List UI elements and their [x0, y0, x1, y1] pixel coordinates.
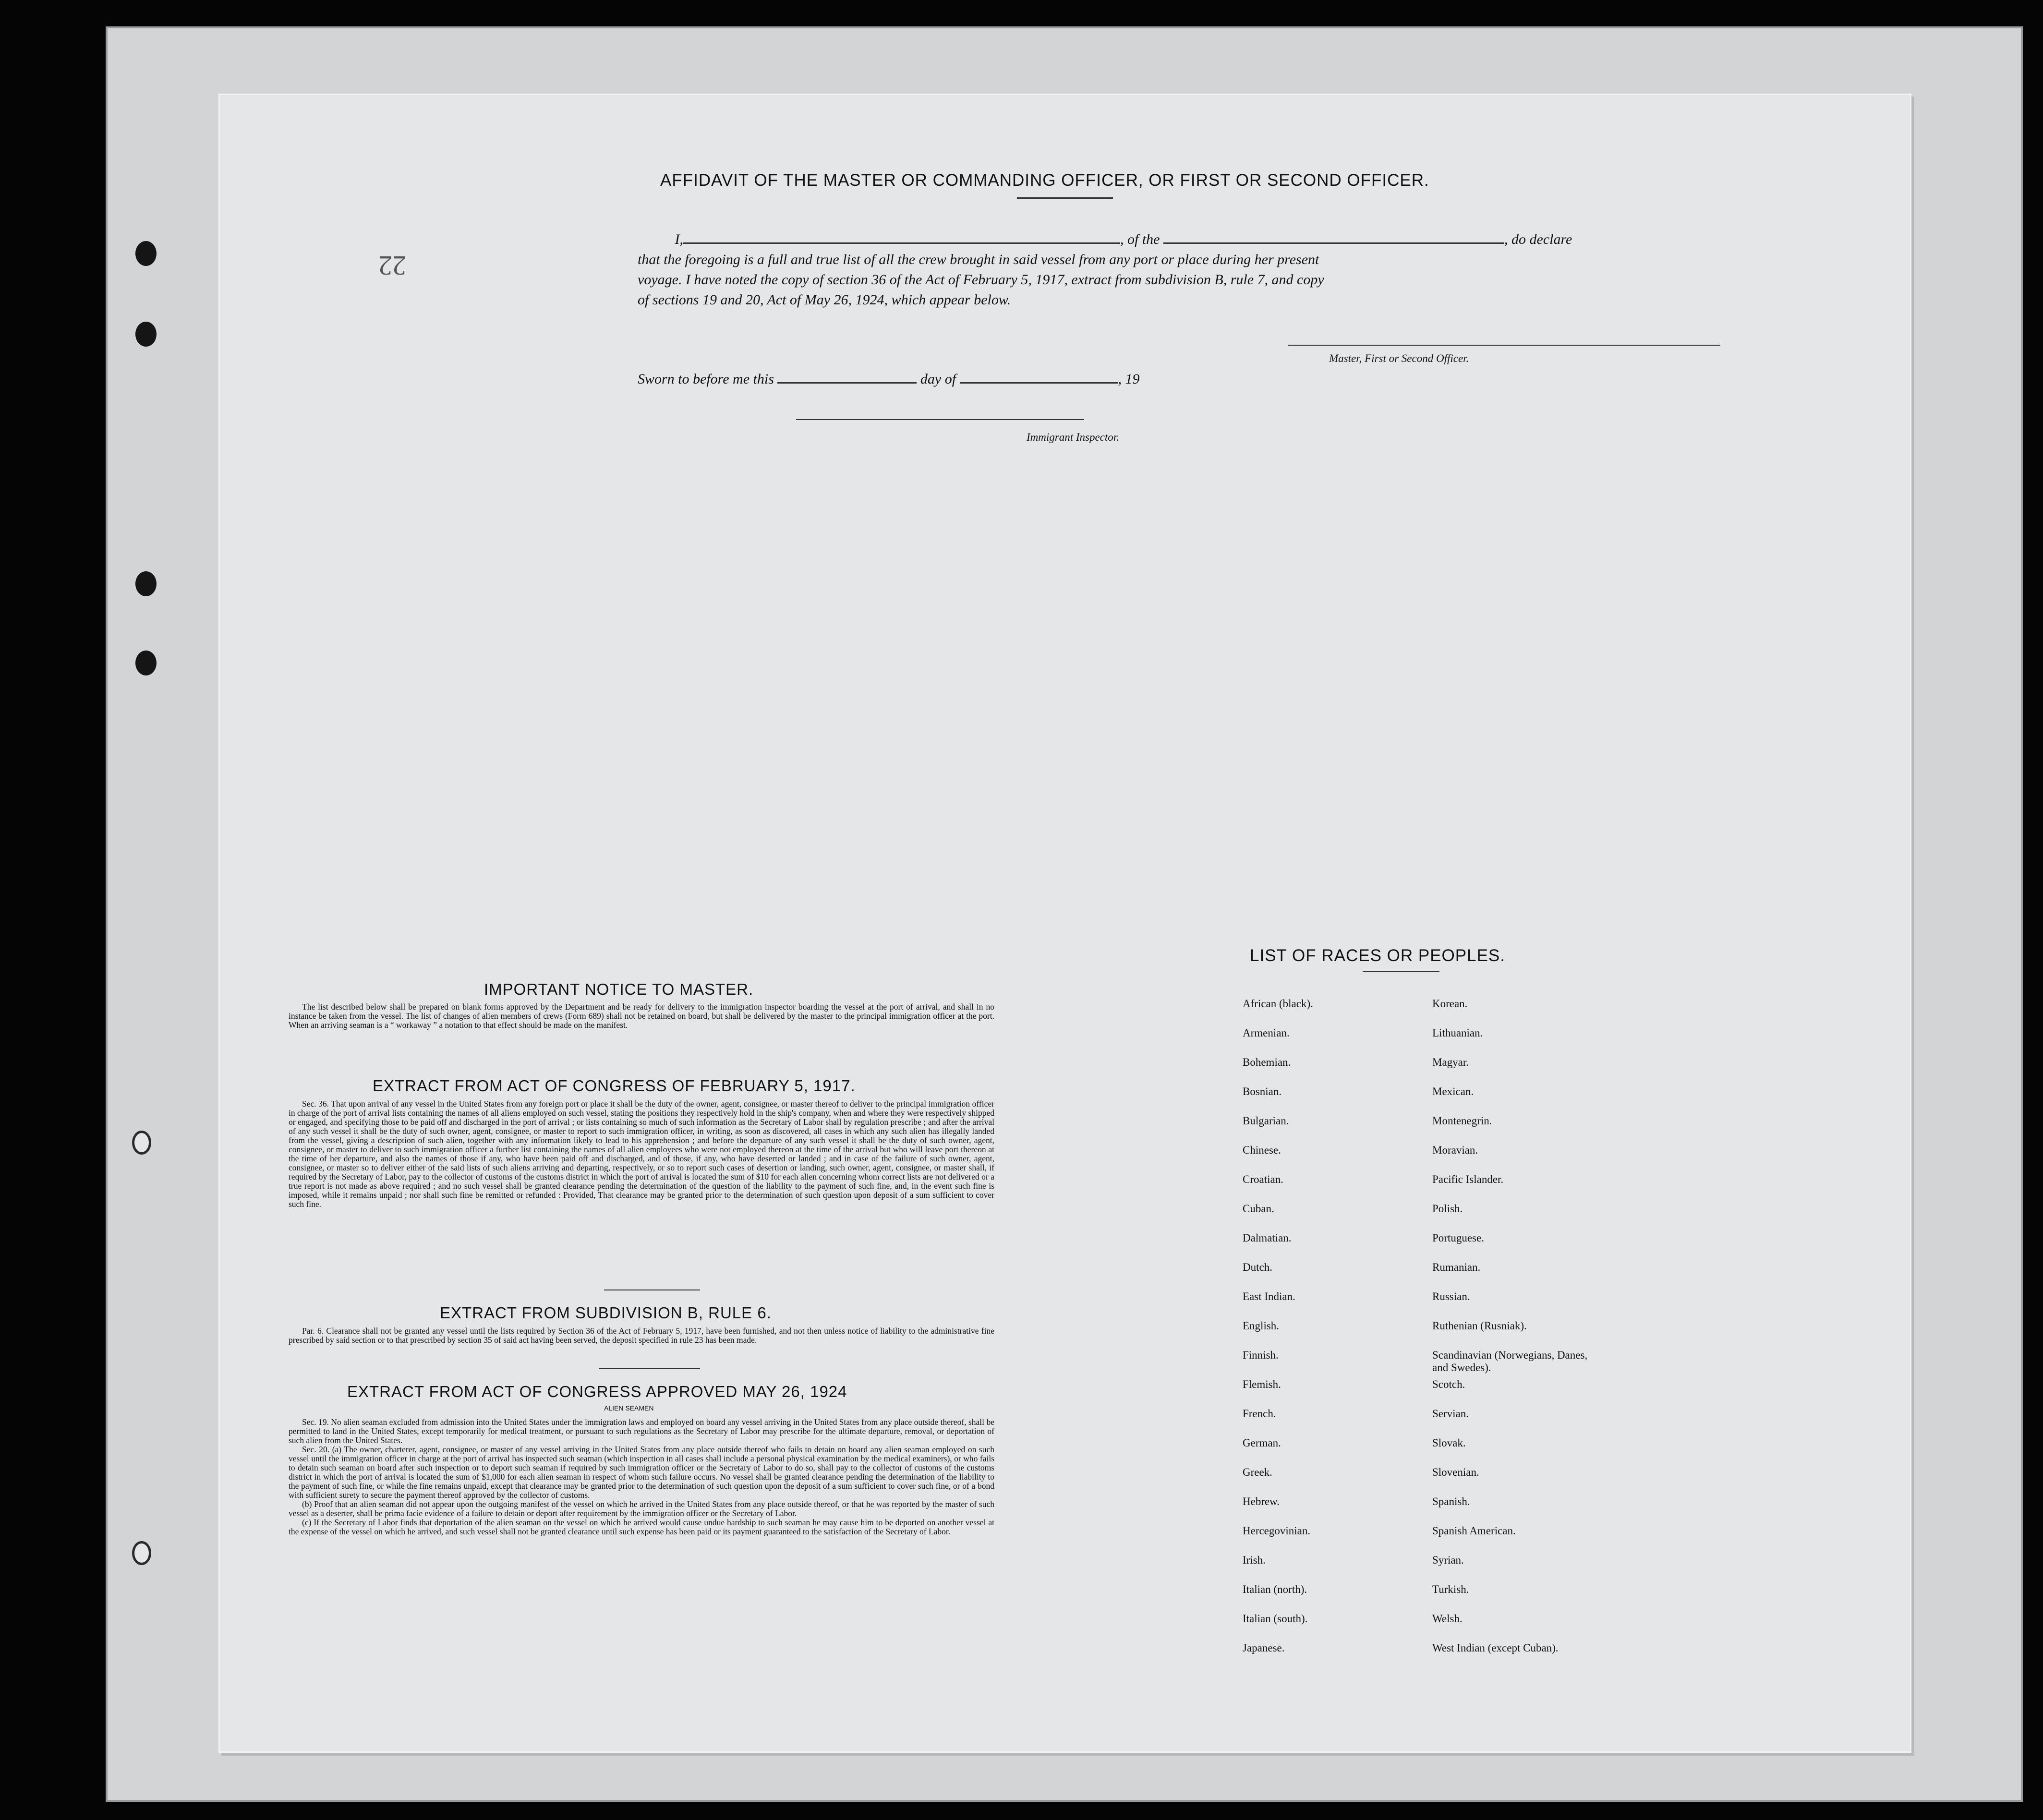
race-item: West Indian (except Cuban).: [1432, 1642, 1559, 1654]
binding-hole: [135, 322, 157, 347]
rule6-title: EXTRACT FROM SUBDIVISION B, RULE 6.: [440, 1304, 772, 1322]
races-left-list: [1243, 998, 1313, 1671]
race-item: Bulgarian.: [1243, 1115, 1289, 1127]
rule6-text: Par. 6. Clearance shall not be granted any vessel until the lists required by Section 36 of the Act of February 5, 1917, have been furnished, and not then unless notice of liability to the administrative fine prescribed by said section or to that prescribed by section 35 of said act having been served, the deposit specified in rule 23 has been made.: [289, 1326, 994, 1345]
race-item: Bosnian.: [1243, 1085, 1282, 1097]
signature-line[interactable]: [1288, 345, 1720, 346]
binding-hole: [135, 651, 157, 675]
race-item: Hebrew.: [1243, 1495, 1280, 1507]
sec19-text: Sec. 19. No alien seaman excluded from admission into the United States under the immigration laws and employed on board any vessel arriving in the United States from any place outside thereof, shall be permitted to land in the United States, except temporarily for medical treatment, or pursuant to such regulations as the Secretary of Labor may prescribe for the ultimate departure, removal, or deportation of such alien from the United States.: [289, 1417, 994, 1445]
sworn-year: , 19: [1118, 371, 1140, 387]
race-item: Ruthenian (Rusniak).: [1432, 1320, 1527, 1332]
notice-title: IMPORTANT NOTICE TO MASTER.: [484, 980, 754, 998]
race-item: Finnish.: [1243, 1349, 1279, 1361]
affidavit-of-the: , of the: [1120, 231, 1160, 247]
race-item: Cuban.: [1243, 1203, 1274, 1215]
sworn-day-of: day of: [920, 371, 956, 387]
race-item: Irish.: [1243, 1554, 1266, 1566]
extract-1924-title: EXTRACT FROM ACT OF CONGRESS APPROVED MAY 26, 1924: [347, 1383, 847, 1400]
race-item: Portuguese.: [1432, 1232, 1484, 1244]
affidavit-title: AFFIDAVIT OF THE MASTER OR COMMANDING OFFICER, OR FIRST OR SECOND OFFICER.: [660, 171, 1429, 190]
race-item: Moravian.: [1432, 1144, 1478, 1156]
race-item: Syrian.: [1432, 1554, 1464, 1566]
extract-1917-title: EXTRACT FROM ACT OF CONGRESS OF FEBRUARY 5, 1917.: [373, 1077, 856, 1095]
divider: [1017, 197, 1113, 199]
sworn-month-field[interactable]: [960, 382, 1118, 384]
binding-hole: [132, 1131, 151, 1155]
form-page: [218, 94, 1911, 1753]
extract-1917-body: [289, 1099, 994, 1209]
race-item: French.: [1243, 1408, 1276, 1420]
races-title: LIST OF RACES OR PEOPLES.: [1250, 946, 1506, 965]
affidavit-declare: , do declare: [1504, 231, 1572, 247]
race-item: Spanish.: [1432, 1495, 1470, 1507]
race-item: Servian.: [1432, 1408, 1469, 1420]
race-item: Croatian.: [1243, 1173, 1283, 1185]
affidavit-line-2: that the foregoing is a full and true list of all the crew brought in said vessel from any port or place during her present: [638, 252, 1319, 267]
affidavit-body: [638, 229, 1766, 310]
race-item: Armenian.: [1243, 1027, 1290, 1039]
extract-1917-text: Sec. 36. That upon arrival of any vessel in the United States from any foreign port or place it shall be the duty of the owner, agent, consignee, or master thereof to deliver to the principal immigration officer in charge of the port of arrival lists containing the names of all aliens employed on such vessel, stating the positions they respectively hold in the ship's company, when and where they were respectively shipped or engaged, and specifying those to be paid off and discharged in the port of arrival ; or lists containing so much of such information as the Secretary of Labor shall by regulation prescribe ; and after the arrival of any such vessel it shall be the duty of such owner, agent, consignee, or master to report to such immigration officer, in writing, as soon as discovered, all cases in which any such alien has illegally landed from the vessel, giving a description of such alien, together with any information likely to lead to his apprehension ; and before the departure of any such vessel it shall be the duty of such owner, agent, consignee, or master to deliver to such immigration officer a further list containing the names of all alien employees who were not employed thereon at the time of the arrival but who will leave port thereon at the time of her departure, and also the names of those if any, who have been paid off and discharged, and of those, if any, who have deserted or landed ; and in case of the failure of such owner, agent, consignee, or master so to deliver either of the said lists of such aliens arriving and departing, respectively, or so to report such cases of desertion or landing, such owner, agent, consignee, or master shall, if required by the Secretary of Labor, pay to the collector of customs of the customs district in which the port of arrival is located the sum of $10 for each alien concerning whom correct lists are not delivered or a true report is not made as above required ; and no such vessel shall be granted clearance pending the determination of the question of the liability to the payment of such fine, and, in the event such fine is imposed, while it remains unpaid ; nor shall such fine be remitted or refunded : Provided, That clearance may be granted prior to the determination of such question upon deposit of a sum sufficient to cover such fine.: [289, 1099, 994, 1209]
affidavit-line-1: [638, 229, 1766, 250]
sec20a-text: Sec. 20. (a) The owner, charterer, agent, consignee, or master of any vessel arriving in the United States from any place outside thereof who fails to detain on board any alien seaman employed on such vessel until the immigration officer in charge at the port of arrival has inspected such seaman (which inspection in all cases shall include a personal physical examination by the medical examiners), or who fails to detain such seaman on board after such inspection or to deport such seaman if required by such immigration officer or the Secretary of Labor to do so, shall pay to the collector of customs of the customs district in which the port of arrival is located the sum of $1,000 for each alien seaman in respect of whom such failure occurs. No vessel shall be granted clearance pending the determination of the liability to the payment of such fine, or while the fine remains unpaid, except that clearance may be granted prior to the determination of such question upon the deposit of a sum sufficient to cover such fine, or of a bond with sufficient surety to secure the payment thereof approved by the collector of customs.: [289, 1445, 994, 1500]
page-number: 22: [378, 250, 406, 281]
sec20c-text: (c) If the Secretary of Labor finds that deportation of the alien seaman on the vessel on which he arrived would cause undue hardship to such seaman he may cause him to be deported on another vessel at the expense of the vessel on which he arrived, and such vessel shall not be granted clearance until such expense has been paid or its payment guaranteed to the satisfaction of the Secretary of Labor.: [289, 1518, 994, 1536]
race-item: Polish.: [1432, 1203, 1463, 1215]
affidavit-line-4: of sections 19 and 20, Act of May 26, 1924, which appear below.: [638, 292, 1011, 308]
race-item: Magyar.: [1432, 1056, 1469, 1068]
race-item: Slovenian.: [1432, 1466, 1479, 1478]
sec20b-text: (b) Proof that an alien seaman did not appear upon the outgoing manifest of the vessel on which he arrived in the United States from any place outside thereof, or that he was reported by the master of such vessel as a deserter, shall be prima facie evidence of a failure to detain or deport after requirement by the immigration officer or the Secretary of Labor.: [289, 1499, 994, 1518]
races-left-column: [1243, 998, 1313, 1671]
binding-hole: [135, 571, 157, 596]
race-item: African (black).: [1243, 998, 1313, 1010]
sworn-day-field[interactable]: [777, 382, 917, 384]
rule6-body: [289, 1326, 994, 1345]
race-item: Russian.: [1432, 1290, 1470, 1302]
sworn-prefix: Sworn to before me this: [638, 371, 774, 387]
race-item: Dalmatian.: [1243, 1232, 1292, 1244]
inspector-signature-line[interactable]: [796, 419, 1084, 420]
race-item: Turkish.: [1432, 1583, 1469, 1595]
race-item: Italian (south).: [1243, 1613, 1308, 1625]
notice-body: [289, 1002, 994, 1030]
race-item: Chinese.: [1243, 1144, 1281, 1156]
race-item: Welsh.: [1432, 1613, 1463, 1625]
race-item: English.: [1243, 1320, 1280, 1332]
master-name-field[interactable]: [683, 242, 1120, 244]
race-item: Spanish American.: [1432, 1525, 1516, 1537]
sworn-line: [638, 371, 1140, 387]
extract-1924-body: [289, 1418, 994, 1536]
notice-text: The list described below shall be prepared on blank forms approved by the Department and be ready for delivery to the immigration inspector boarding the vessel at the port of arrival, and shall in no instance be taken from the vessel. The list of changes of alien members of crews (Form 689) shall not be retained on board, but shall be delivered by the master to the principal immigration officer at the port. When an arriving seaman is a “ workaway ” a notation to that effect should be made on the manifest.: [289, 1002, 994, 1030]
race-item: Mexican.: [1432, 1085, 1474, 1097]
race-item: Italian (north).: [1243, 1583, 1307, 1595]
vessel-name-field[interactable]: [1163, 242, 1504, 244]
signature-caption: Master, First or Second Officer.: [1329, 352, 1469, 364]
binding-hole: [135, 241, 157, 266]
race-item: Japanese.: [1243, 1642, 1285, 1654]
races-right-list: [1432, 998, 1591, 1671]
race-item: Pacific Islander.: [1432, 1173, 1504, 1185]
divider: [599, 1368, 700, 1369]
race-item: Lithuanian.: [1432, 1027, 1483, 1039]
race-item: German.: [1243, 1437, 1281, 1449]
race-item: Flemish.: [1243, 1378, 1281, 1390]
affidavit-i: I,: [675, 231, 683, 247]
race-item: East Indian.: [1243, 1290, 1295, 1302]
race-item: Scotch.: [1432, 1378, 1465, 1390]
race-item: Dutch.: [1243, 1261, 1272, 1273]
divider: [1363, 971, 1439, 972]
extract-1924-subtitle: ALIEN SEAMEN: [604, 1404, 654, 1412]
inspector-caption: Immigrant Inspector.: [1027, 431, 1119, 443]
race-item: Greek.: [1243, 1466, 1272, 1478]
binding-hole: [132, 1541, 151, 1565]
race-item: Montenegrin.: [1432, 1115, 1492, 1127]
race-item: Slovak.: [1432, 1437, 1466, 1449]
affidavit-line-3: voyage. I have noted the copy of section 36 of the Act of February 5, 1917, extract from subdivision B, rule 7, and copy: [638, 272, 1324, 288]
race-item: Rumanian.: [1432, 1261, 1481, 1273]
race-item: Scandinavian (Norwegians, Danes, and Swedes).: [1432, 1349, 1588, 1374]
races-right-column: [1432, 998, 1591, 1671]
race-item: Korean.: [1432, 998, 1468, 1010]
race-item: Hercegovinian.: [1243, 1525, 1311, 1537]
race-item: Bohemian.: [1243, 1056, 1291, 1068]
